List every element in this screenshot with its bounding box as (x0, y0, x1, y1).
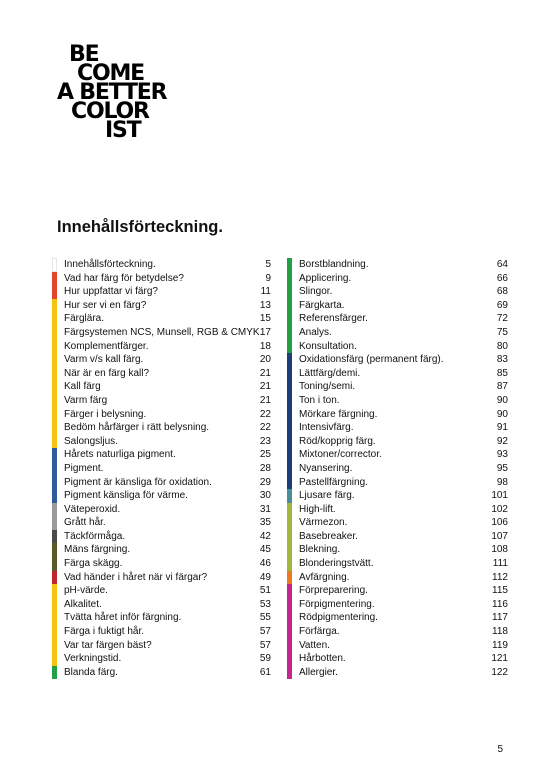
toc-entry-page: 90 (496, 394, 508, 406)
toc-entry[interactable] (287, 530, 508, 544)
toc-entry-page: 31 (259, 503, 271, 515)
toc-entry-page: 30 (259, 490, 271, 502)
toc-entry-page: 35 (259, 517, 271, 529)
section-color-bar (287, 598, 292, 612)
toc-entry[interactable] (287, 489, 508, 503)
toc-entry[interactable] (287, 394, 508, 408)
logo-line: IST (105, 118, 141, 143)
toc-entry-title: pH-värde. (64, 585, 108, 597)
toc-entry-title: Färgkarta. (299, 299, 345, 311)
toc-entry-title: Verkningstid. (64, 653, 122, 665)
toc-entry-title: Pastellfärgning. (299, 476, 368, 488)
section-color-bar (52, 448, 57, 462)
toc-entry-title: Toning/semi. (299, 381, 356, 393)
toc-entry-title: Komplementfärger. (64, 340, 149, 352)
toc-entry[interactable] (52, 625, 271, 639)
toc-entry[interactable] (52, 543, 271, 557)
toc-entry[interactable] (287, 421, 508, 435)
toc-entry-title: Väteperoxid. (64, 503, 121, 515)
section-color-bar (287, 462, 292, 476)
section-color-bar (287, 421, 292, 435)
toc-entry-page: 11 (260, 286, 271, 298)
toc-entry-title: När är en färg kall? (64, 367, 150, 379)
toc-entry-page: 75 (496, 326, 508, 338)
toc-entry[interactable] (52, 448, 271, 462)
section-color-bar (52, 530, 57, 544)
toc-entry-page: 64 (496, 259, 508, 270)
toc-entry-page: 66 (496, 272, 508, 284)
toc-entry-page: 80 (496, 340, 508, 352)
toc-entry-page: 29 (259, 476, 271, 488)
toc-entry-page: 25 (259, 449, 271, 461)
toc-entry-title: Intensivfärg. (299, 422, 354, 434)
section-color-bar (287, 394, 292, 408)
toc-right-column (287, 258, 508, 679)
toc-entry-title: Borstblandning. (299, 259, 369, 270)
toc-entry-title: Referensfärger. (299, 313, 368, 325)
section-color-bar (287, 340, 292, 354)
toc-entry-title: Rödpigmentering. (299, 612, 378, 624)
toc-entry-title: Hur uppfattar vi färg? (64, 286, 158, 298)
section-color-bar (52, 571, 57, 585)
toc-entry[interactable] (52, 299, 271, 313)
logo-line: COLOR (71, 99, 149, 124)
section-color-bar (52, 408, 57, 422)
section-color-bar (52, 258, 57, 272)
toc-entry[interactable] (287, 557, 508, 571)
section-color-bar (52, 543, 57, 557)
toc-entry-page: 57 (259, 626, 271, 638)
toc-entry-title: Färga skägg. (64, 558, 123, 570)
toc-entry[interactable] (287, 340, 508, 354)
toc-entry-page: 9 (265, 272, 271, 284)
section-color-bar (287, 435, 292, 449)
section-color-bar (287, 448, 292, 462)
toc-entry[interactable] (287, 380, 508, 394)
toc-entry-page: 83 (496, 354, 508, 366)
section-color-bar (287, 571, 292, 585)
section-color-bar (287, 312, 292, 326)
toc-entry-page: 46 (259, 558, 271, 570)
toc-entry-title: Lättfärg/demi. (299, 367, 361, 379)
toc-entry-title: Grått hår. (64, 517, 106, 529)
toc-entry-page: 28 (259, 462, 271, 474)
toc-entry-title: Förpreparering. (299, 585, 368, 597)
toc-entry[interactable] (52, 285, 271, 299)
toc-entry-page: 23 (259, 435, 271, 447)
section-color-bar (287, 408, 292, 422)
toc-entry-title: Ton i ton. (299, 394, 340, 406)
section-color-bar (52, 326, 57, 340)
toc-entry[interactable] (287, 299, 508, 313)
toc-entry-title: Blanda färg. (64, 666, 118, 678)
toc-entry-title: Slingor. (299, 286, 333, 298)
section-color-bar (287, 530, 292, 544)
toc-entry[interactable] (52, 394, 271, 408)
toc-entry-page: 87 (496, 381, 508, 393)
toc-entry-page: 15 (259, 313, 271, 325)
toc-entry[interactable] (287, 571, 508, 585)
section-color-bar (287, 353, 292, 367)
toc-entry-page: 95 (496, 462, 508, 474)
toc-entry-title: Avfärgning. (299, 571, 350, 583)
toc-entry-page: 122 (491, 666, 508, 678)
toc-entry-title: Analys. (299, 326, 332, 338)
toc-entry[interactable] (52, 489, 271, 503)
toc-entry[interactable] (52, 639, 271, 653)
toc-entry-title: Mörkare färgning. (299, 408, 378, 420)
toc-entry-title: Vad har färg för betydelse? (64, 272, 184, 284)
toc-entry-title: Varm v/s kall färg. (64, 354, 144, 366)
section-color-bar (52, 611, 57, 625)
toc-entry[interactable] (52, 516, 271, 530)
toc-entry[interactable] (52, 611, 271, 625)
toc-entry[interactable] (287, 312, 508, 326)
toc-entry-title: Kall färg (64, 381, 101, 393)
section-color-bar (52, 489, 57, 503)
toc-entry[interactable] (52, 584, 271, 598)
page-title: Innehållsförteckning. (57, 218, 223, 236)
toc-entry-page: 49 (259, 571, 271, 583)
toc-entry-title: Alkalitet. (64, 598, 102, 610)
toc-entry[interactable] (52, 367, 271, 381)
toc-entry[interactable] (52, 652, 271, 666)
toc-entry[interactable] (52, 666, 271, 680)
section-color-bar (52, 312, 57, 326)
toc-entry-page: 72 (496, 313, 508, 325)
toc-entry[interactable] (287, 584, 508, 598)
toc-entry-title: Vad händer i håret när vi färgar? (64, 571, 208, 583)
section-color-bar (52, 598, 57, 612)
section-color-bar (287, 611, 292, 625)
toc-entry-title: Röd/kopprig färg. (299, 435, 376, 447)
section-color-bar (52, 503, 57, 517)
toc-entry[interactable] (287, 408, 508, 422)
toc-entry-title: Pigment. (64, 462, 104, 474)
logo (57, 42, 167, 143)
toc-entry-title: Basebreaker. (299, 530, 358, 542)
toc-entry[interactable] (287, 476, 508, 490)
toc-entry-title: Varm färg (64, 394, 108, 406)
toc-entry[interactable] (287, 625, 508, 639)
toc-entry-title: Pigment känsliga för värme. (64, 490, 188, 502)
toc-entry-title: Hur ser vi en färg? (64, 299, 147, 311)
toc-entry-page: 45 (259, 544, 271, 556)
toc-entry-title: Färglära. (64, 313, 105, 325)
toc-entry-title: Tvätta håret inför färgning. (64, 612, 182, 624)
toc-entry[interactable] (287, 462, 508, 476)
toc-entry[interactable] (52, 557, 271, 571)
toc-entry-page: 53 (259, 598, 271, 610)
section-color-bar (287, 639, 292, 653)
toc-entry-page: 55 (259, 612, 271, 624)
toc-entry-page: 21 (259, 381, 271, 393)
toc-entry-title: Blekning. (299, 544, 341, 556)
section-color-bar (52, 380, 57, 394)
toc-left-column (52, 258, 271, 679)
section-color-bar (52, 353, 57, 367)
toc-entry-page: 98 (496, 476, 508, 488)
section-color-bar (52, 476, 57, 490)
toc-entry[interactable] (287, 639, 508, 653)
toc-entry[interactable] (287, 353, 508, 367)
toc-entry[interactable] (287, 652, 508, 666)
toc-entry-title: Allergier. (299, 666, 338, 678)
toc-entry-page: 21 (259, 394, 271, 406)
section-color-bar (52, 584, 57, 598)
toc-entry-title: Förpigmentering. (299, 598, 375, 610)
toc-entry-title: Mixtoner/corrector. (299, 449, 382, 461)
toc-entry[interactable] (52, 421, 271, 435)
toc-entry-page: 112 (492, 571, 508, 583)
section-color-bar (287, 285, 292, 299)
toc-entry[interactable] (52, 462, 271, 476)
toc-entry-title: Vatten. (299, 639, 330, 651)
section-color-bar (287, 367, 292, 381)
section-color-bar (287, 503, 292, 517)
toc-entry-page: 106 (491, 517, 508, 529)
toc-entry[interactable] (52, 435, 271, 449)
toc-entry-page: 90 (496, 408, 508, 420)
toc-entry[interactable] (52, 353, 271, 367)
toc-entry-page: 57 (259, 639, 271, 651)
section-color-bar (52, 516, 57, 530)
toc-entry-page: 107 (491, 530, 508, 542)
toc-entry-title: Var tar färgen bäst? (64, 639, 152, 651)
section-color-bar (287, 272, 292, 286)
toc-entry-title: Färger i belysning. (64, 408, 147, 420)
section-color-bar (287, 625, 292, 639)
section-color-bar (52, 367, 57, 381)
toc-entry-title: Oxidationsfärg (permanent färg). (299, 354, 444, 366)
toc-entry-page: 21 (259, 367, 271, 379)
toc-entry-title: Färga i fuktigt hår. (64, 626, 145, 638)
section-color-bar (287, 489, 292, 503)
section-color-bar (52, 625, 57, 639)
toc-entry[interactable] (52, 272, 271, 286)
toc-entry-page: 115 (492, 585, 508, 597)
toc-entry-page: 102 (491, 503, 508, 515)
section-color-bar (52, 421, 57, 435)
toc-entry[interactable] (287, 666, 508, 680)
section-color-bar (52, 666, 57, 680)
toc-entry[interactable] (52, 340, 271, 354)
toc-entry-page: 93 (496, 449, 508, 461)
toc-entry-page: 17 (259, 326, 271, 338)
toc-entry-page: 13 (259, 299, 271, 311)
toc-entry-page: 59 (259, 653, 271, 665)
toc-entry-page: 101 (491, 490, 508, 502)
toc-entry-page: 91 (496, 422, 508, 434)
section-color-bar (52, 272, 57, 286)
toc-entry[interactable] (52, 408, 271, 422)
toc-entry-title: Mäns färgning. (64, 544, 131, 556)
section-color-bar (52, 340, 57, 354)
toc-entry[interactable] (287, 367, 508, 381)
toc-entry[interactable] (287, 448, 508, 462)
toc-entry-title: Innehållsförteckning. (64, 259, 156, 270)
toc-entry-page: 119 (492, 639, 508, 651)
section-color-bar (287, 258, 292, 272)
section-color-bar (287, 516, 292, 530)
toc-entry-page: 42 (259, 530, 271, 542)
toc-entry[interactable] (52, 380, 271, 394)
toc-entry[interactable] (287, 435, 508, 449)
toc-entry-page: 68 (496, 286, 508, 298)
toc-entry[interactable] (52, 312, 271, 326)
toc-entry[interactable] (52, 598, 271, 612)
page-number: 5 (497, 744, 503, 755)
section-color-bar (287, 666, 292, 680)
toc-entry-title: Värmezon. (299, 517, 348, 529)
section-color-bar (52, 435, 57, 449)
toc-entry-title: Pigment är känsliga för oxidation. (64, 476, 212, 488)
toc-entry[interactable] (52, 476, 271, 490)
toc-entry[interactable] (287, 285, 508, 299)
toc-entry-title: Salongsljus. (64, 435, 118, 447)
toc-entry[interactable] (287, 611, 508, 625)
toc-entry-page: 20 (259, 354, 271, 366)
logo-line: COME (77, 61, 144, 86)
toc-entry[interactable] (52, 530, 271, 544)
toc-entry-title: High-lift. (299, 503, 336, 515)
toc-entry-page: 5 (265, 259, 271, 270)
section-color-bar (52, 394, 57, 408)
section-color-bar (52, 299, 57, 313)
toc-entry[interactable] (287, 516, 508, 530)
section-color-bar (287, 543, 292, 557)
section-color-bar (287, 476, 292, 490)
toc-entry-page: 22 (259, 422, 271, 434)
toc-entry[interactable] (287, 503, 508, 517)
toc-entry-page: 116 (492, 598, 508, 610)
toc-entry-title: Förfärga. (299, 626, 340, 638)
toc-entry[interactable] (287, 272, 508, 286)
toc-entry-title: Hårbotten. (299, 653, 346, 665)
toc-entry[interactable] (52, 571, 271, 585)
toc-entry-title: Bedöm hårfärger i rätt belysning. (64, 422, 210, 434)
section-color-bar (287, 299, 292, 313)
section-color-bar (287, 557, 292, 571)
section-color-bar (287, 326, 292, 340)
toc-entry-page: 92 (496, 435, 508, 447)
toc-entry[interactable] (287, 598, 508, 612)
toc-entry[interactable] (52, 326, 271, 340)
toc-entry-title: Ljusare färg. (299, 490, 355, 502)
section-color-bar (52, 285, 57, 299)
toc-entry-page: 118 (492, 626, 508, 638)
toc-entry-page: 61 (259, 666, 271, 678)
section-color-bar (287, 380, 292, 394)
toc-entry-title: Konsultation. (299, 340, 357, 352)
toc-entry-page: 22 (259, 408, 271, 420)
section-color-bar (287, 584, 292, 598)
section-color-bar (52, 557, 57, 571)
section-color-bar (52, 462, 57, 476)
toc-entry-title: Applicering. (299, 272, 352, 284)
logo-line: A BETTER (57, 80, 167, 105)
section-color-bar (52, 652, 57, 666)
toc-entry-page: 51 (259, 585, 271, 597)
toc-entry[interactable] (52, 258, 271, 272)
logo-line: BE (69, 42, 99, 67)
toc-entry[interactable] (287, 543, 508, 557)
toc-entry[interactable] (287, 258, 508, 272)
toc-entry-page: 69 (496, 299, 508, 311)
toc-entry[interactable] (52, 503, 271, 517)
toc-entry[interactable] (287, 326, 508, 340)
toc-entry-page: 18 (259, 340, 271, 352)
toc-entry-page: 85 (496, 367, 508, 379)
toc-entry-page: 117 (492, 612, 508, 624)
section-color-bar (287, 652, 292, 666)
toc-entry-page: 111 (492, 558, 508, 570)
toc-entry-title: Färgsystemen NCS, Munsell, RGB & CMYK. (64, 326, 263, 338)
toc-entry-title: Nyansering. (299, 462, 353, 474)
section-color-bar (52, 639, 57, 653)
toc-entry-title: Blonderingstvätt. (299, 558, 374, 570)
toc-entry-page: 108 (491, 544, 508, 556)
toc-entry-title: Hårets naturliga pigment. (64, 449, 176, 461)
toc-entry-page: 121 (491, 653, 508, 665)
toc-entry-title: Täckförmåga. (64, 530, 126, 542)
